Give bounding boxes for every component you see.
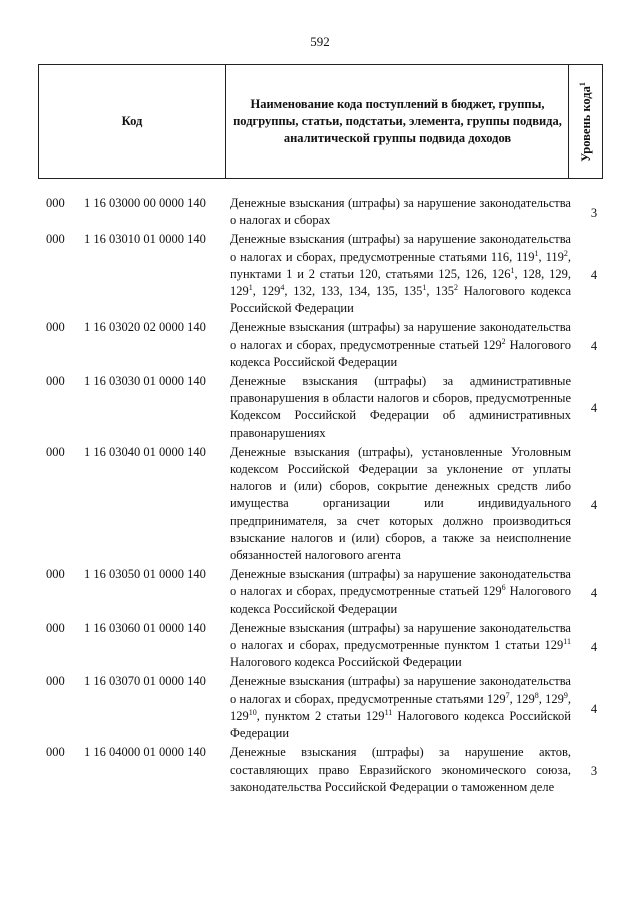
table-row — [0, 673, 640, 742]
code-level: 4 — [590, 401, 598, 416]
table-row — [0, 319, 640, 371]
table-row — [0, 195, 640, 229]
revenue-code: 1 16 03060 01 0000 140 — [84, 620, 206, 635]
admin-code: 000 — [46, 745, 65, 760]
table-header — [38, 64, 603, 179]
code-level: 3 — [590, 764, 598, 779]
revenue-code: 1 16 03020 02 0000 140 — [84, 320, 206, 335]
admin-code: 000 — [46, 674, 65, 689]
admin-code: 000 — [46, 567, 65, 582]
code-level: 4 — [590, 339, 598, 354]
code-description: Денежные взыскания (штрафы) за нарушение законодательства о налогах и сборах, предусмотренные пунктом 1 статьи $129^{11}$ Налогового кодекса Российской Федерации — [230, 620, 571, 670]
code-description: Денежные взыскания (штрафы) за нарушение актов, составляющих право Евразийского экономического союза, законодательства Российской Федерации о таможенном деле — [230, 745, 571, 794]
code-description: Денежные взыскания (штрафы) за нарушение законодательства о налогах и сборах, предусмотренные статьями 116, $119^1$, $119^2$, пунктами 1 и 2 статьи 120, статьями 125, 126, $126^1$, 128, 129, $129^1$, $129^4$, 132, 133, 134, 135, $135^1$, $135^2$ Налогового кодекса Российской Федерации — [230, 232, 572, 316]
admin-code: 000 — [46, 620, 65, 635]
code-level: 4 — [590, 268, 598, 283]
header-divider — [225, 65, 226, 178]
revenue-code: 1 16 03040 01 0000 140 — [84, 444, 206, 459]
code-level: 4 — [590, 586, 598, 601]
revenue-code: 1 16 04000 01 0000 140 — [84, 745, 206, 760]
code-description: Денежные взыскания (штрафы) за нарушение законодательства о налогах и сборах, предусмотренные статьями $129^7$, $129^8$, $129^9$, $129^{10}$, пунктом 2 статьи $129^{11}$ Налогового кодекса Российской Федерации — [230, 674, 572, 741]
revenue-code: 1 16 03050 01 0000 140 — [84, 567, 206, 582]
code-description: Денежные взыскания (штрафы), установленные Уголовным кодексом Российской Федерации за уклонение от уплаты налогов и (или) сборов, сокрытие денежных средств либо имущества организации или индивидуального предпринимателя, за счет которых должно производиться взыскание налогов и (или) сборов, а также за неисполнение обязанностей налогового агента — [230, 444, 571, 563]
table-row — [0, 620, 640, 672]
code-level: 3 — [590, 206, 598, 221]
table-row — [0, 231, 640, 317]
code-description: Денежные взыскания (штрафы) за нарушение законодательства о налогах и сборах — [230, 196, 571, 228]
page-number: 592 — [310, 34, 330, 49]
admin-code: 000 — [46, 320, 65, 335]
code-level: 4 — [590, 701, 598, 716]
revenue-code: 1 16 03000 00 0000 140 — [84, 196, 206, 210]
revenue-code: 1 16 03010 01 0000 140 — [84, 232, 206, 247]
table-body — [0, 195, 640, 796]
code-description: Денежные взыскания (штрафы) за административные правонарушения в области налогов и сборов, предусмотренные Кодексом Российской Федерации об административных правонарушениях — [230, 374, 571, 440]
header-code: Код — [121, 114, 143, 128]
revenue-code: 1 16 03030 01 0000 140 — [84, 374, 206, 389]
admin-code: 000 — [46, 232, 65, 247]
admin-code: 000 — [46, 374, 65, 389]
code-description: Денежные взыскания (штрафы) за нарушение законодательства о налогах и сборах, предусмотренные статьей $129^2$ Налогового кодекса Российской Федерации — [230, 320, 571, 369]
header-level-text: Уровень кода$^1$ — [577, 81, 594, 162]
table-row — [0, 444, 640, 564]
table-row — [0, 373, 640, 442]
admin-code: 000 — [46, 196, 65, 210]
header-name: Наименование кода поступлений в бюджет, группы, подгруппы, статьи, подстатьи, элемента, группы подвида, аналитической группы подвида доходов — [233, 97, 562, 145]
admin-code: 000 — [46, 444, 65, 459]
code-description: Денежные взыскания (штрафы) за нарушение законодательства о налогах и сборах, предусмотренные статьей $129^6$ Налогового кодекса Российской Федерации — [230, 567, 571, 616]
table-row — [0, 744, 640, 796]
table-row — [0, 566, 640, 618]
code-level: 4 — [590, 639, 598, 654]
revenue-code: 1 16 03070 01 0000 140 — [84, 674, 206, 689]
code-level: 4 — [590, 498, 598, 513]
header-level — [569, 65, 603, 178]
